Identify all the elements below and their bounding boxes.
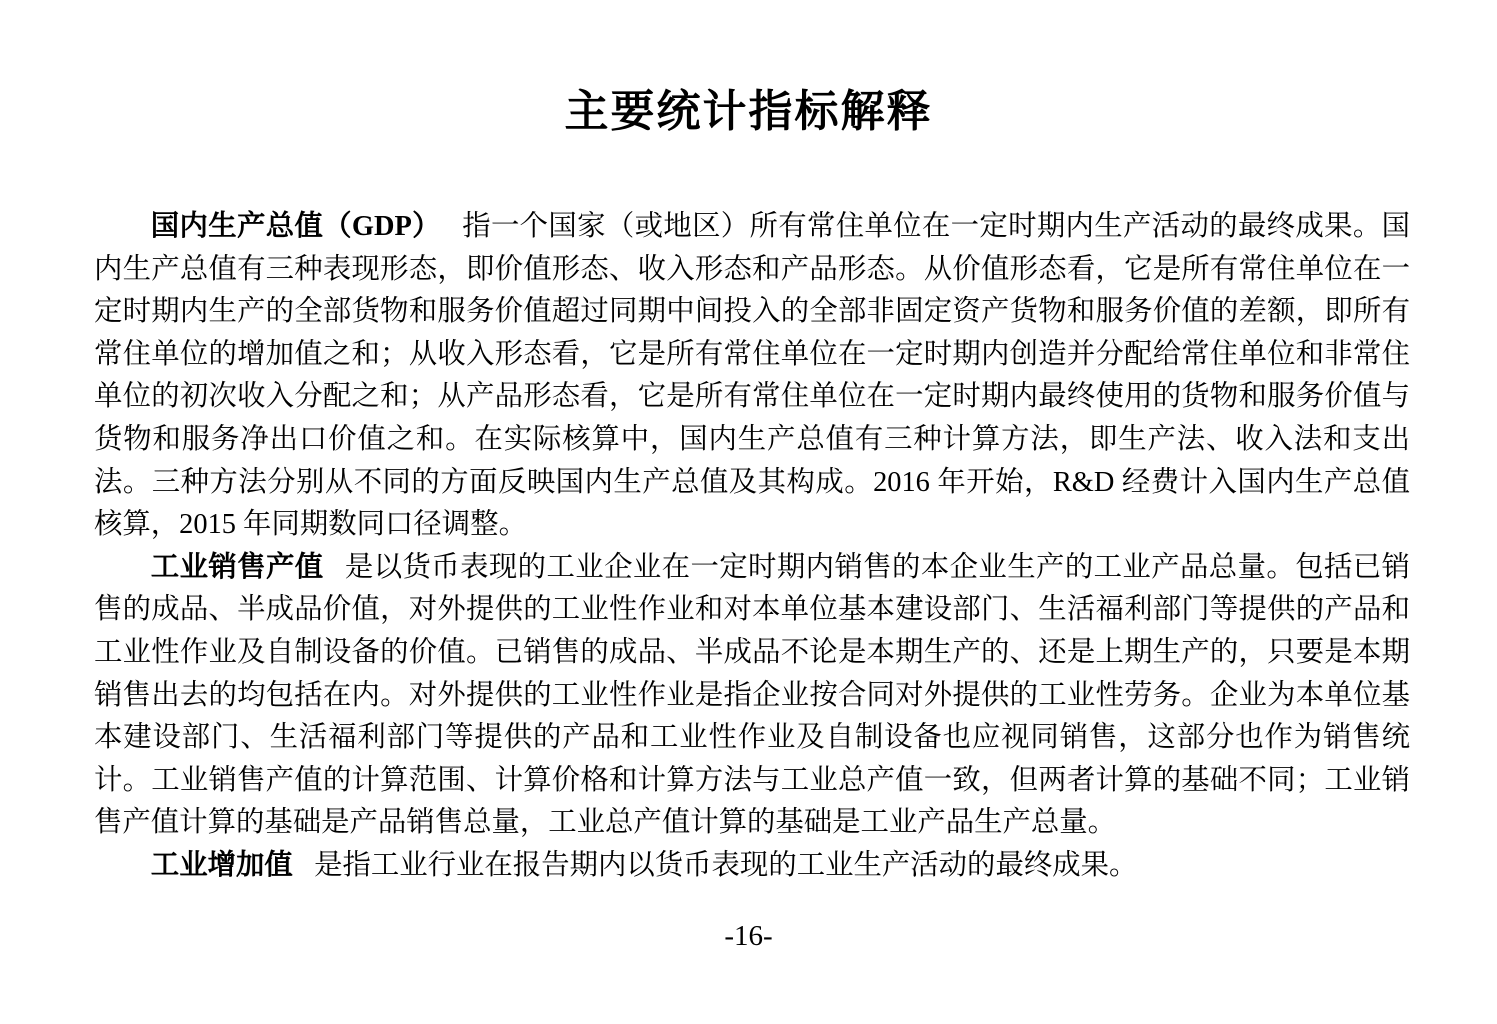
definition-industrial-added-value: 是指工业行业在报告期内以货币表现的工业生产活动的最终成果。 bbox=[314, 849, 1138, 881]
paragraph-gdp bbox=[94, 206, 1410, 547]
paragraph-industrial-sales-output bbox=[94, 547, 1410, 845]
page-number: -16- bbox=[724, 920, 773, 952]
document-body bbox=[94, 206, 1410, 888]
term-industrial-added-value: 工业增加值 bbox=[150, 849, 293, 881]
definition-industrial-sales-output: 是以货币表现的工业企业在一定时期内销售的本企业生产的工业产品总量。包括已销售的成品、半成品价值，对外提供的工业性作业和对本单位基本建设部门、生活福利部门等提供的产品和工业性作业及自制设备的价值。已销售的成品、半成品不论是本期生产的、还是上期生产的，只要是本期销售出去的均包括在内。对外提供的工业性作业是指企业按合同对外提供的工业性劳务。企业为本单位基本建设部门、生活福利部门等提供的产品和工业性作业及自制设备也应视同销售，这部分也作为销售统计。工业销售产值的计算范围、计算价格和计算方法与工业总产值一致，但两者计算的基础不同；工业销售产值计算的基础是产品销售总量，工业总产值计算的基础是工业产品生产总量。 bbox=[94, 551, 1410, 839]
page-title: 主要统计指标解释 bbox=[564, 87, 933, 136]
definition-gdp: 指一个国家（或地区）所有常住单位在一定时期内生产活动的最终成果。国内生产总值有三种表现形态，即价值形态、收入形态和产品形态。从价值形态看，它是所有常住单位在一定时期内生产的全部货物和服务价值超过同期中间投入的全部非固定资产货物和服务价值的差额，即所有常住单位的增加值之和；从收入形态看，它是所有常住单位在一定时期内创造并分配给常住单位和非常住单位的初次收入分配之和；从产品形态看，它是所有常住单位在一定时期内最终使用的货物和服务价值与货物和服务净出口价值之和。在实际核算中，国内生产总值有三种计算方法，即生产法、收入法和支出法。三种方法分别从不同的方面反映国内生产总值及其构成。2016 年开始，R&D 经费计入国内生产总值核算，2015 年同期数同口径调整。 bbox=[94, 211, 1410, 541]
paragraph-industrial-added-value bbox=[94, 845, 1410, 888]
term-industrial-sales-output: 工业销售产值 bbox=[150, 551, 324, 583]
term-gdp: 国内生产总值（GDP） bbox=[150, 211, 441, 242]
